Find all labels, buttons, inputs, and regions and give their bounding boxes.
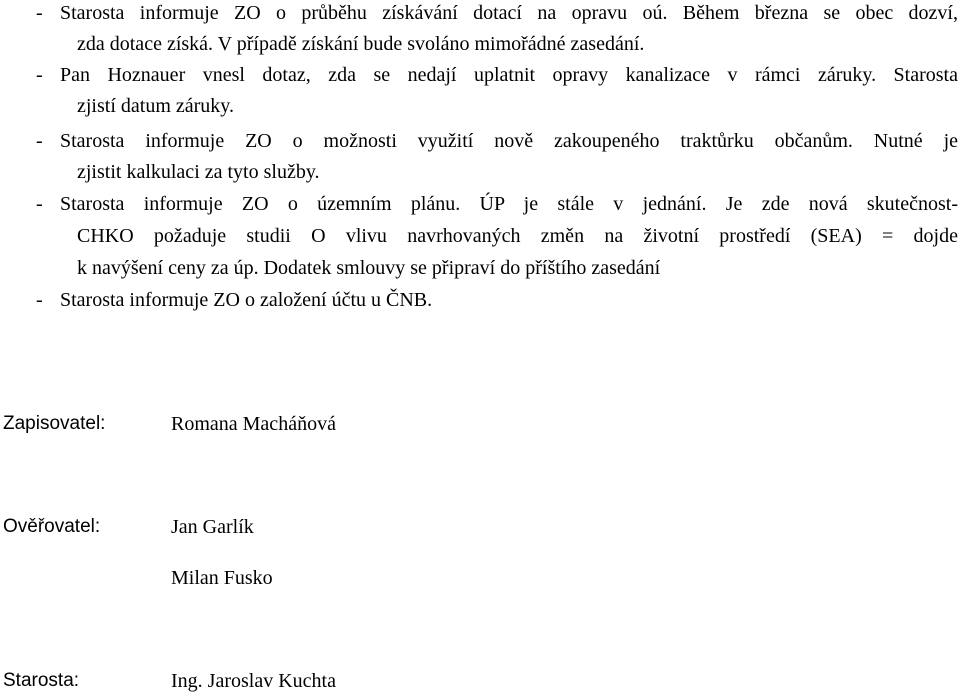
- item-line: CHKO požaduje studii O vlivu navrhovaných změn na životní prostředí (SEA) = dojde: [77, 225, 958, 247]
- bullet-dash: -: [36, 2, 43, 24]
- bullet-dash: -: [36, 64, 43, 86]
- item-line: k navýšení ceny za úp. Dodatek smlouvy se připraví do příštího zasedání: [77, 257, 661, 279]
- verifier-name-1: Jan Garlík: [171, 516, 254, 538]
- item-line: zda dotace získá. V případě získání bude svoláno mimořádné zasedání.: [77, 33, 645, 55]
- item-line: Starosta informuje ZO o možnosti využití nově zakoupeného traktůrku občanům. Nutné je: [60, 130, 958, 152]
- mayor-name: Ing. Jaroslav Kuchta: [171, 670, 336, 692]
- verifier-row: [0, 512, 960, 542]
- verifier-name-2: Milan Fusko: [171, 567, 273, 589]
- item-line: Starosta informuje ZO o průběhu získávání dotací na opravu oú. Během března se obec dozví,: [60, 2, 958, 24]
- mayor-row: [0, 666, 960, 696]
- bullet-dash: -: [36, 130, 43, 152]
- recorder-label: Zapisovatel:: [3, 413, 106, 434]
- item-line: Pan Hoznauer vnesl dotaz, zda se nedají uplatnit opravy kanalizace v rámci záruky. Starosta: [60, 64, 958, 86]
- recorder-name: Romana Macháňová: [171, 413, 336, 435]
- verifier-row-2: [0, 563, 960, 593]
- item-line: Starosta informuje ZO o územním plánu. ÚP je stále v jednání. Je zde nová skutečnost-: [60, 193, 958, 215]
- bullet-dash: -: [36, 289, 43, 311]
- recorder-row: [0, 409, 960, 439]
- mayor-label: Starosta:: [3, 670, 80, 691]
- item-line: zjistí datum záruky.: [77, 95, 234, 117]
- bullet-dash: -: [36, 193, 43, 215]
- item-line: Starosta informuje ZO o založení účtu u ČNB.: [60, 289, 433, 311]
- item-line: zjistit kalkulaci za tyto služby.: [77, 161, 320, 183]
- verifier-label: Ověřovatel:: [3, 516, 101, 537]
